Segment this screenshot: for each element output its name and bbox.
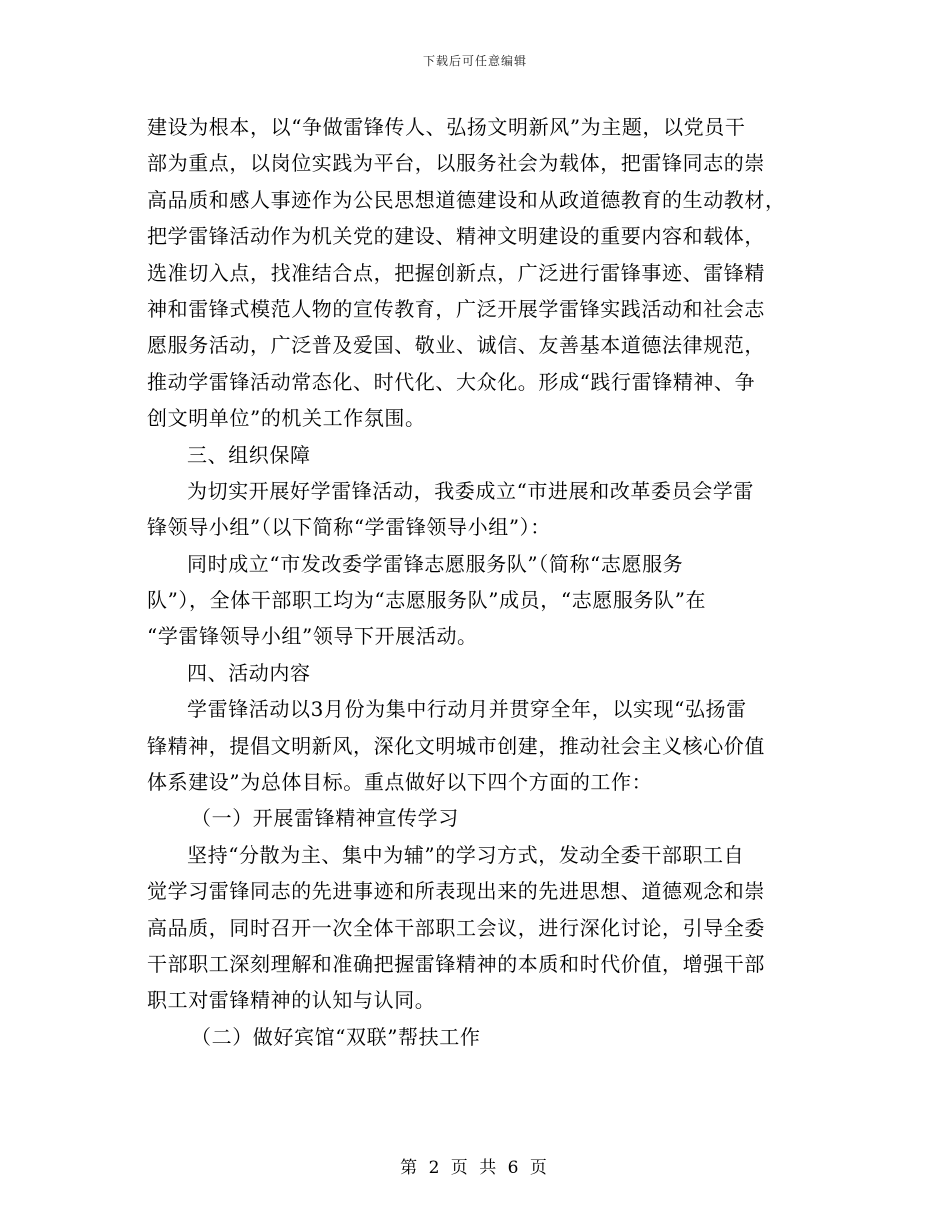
text-line: 高品质和感人事迹作为公民思想道德建设和从政道德教育的生动教材，	[147, 187, 786, 212]
text-line: 同时成立“市发改委学雷锋志愿服务队”（简称“志愿服务	[187, 551, 684, 576]
text-line: 坚持“分散为主、集中为辅”的学习方式，发动全委干部职工自	[187, 842, 745, 867]
text-line: 部为重点，以岗位实践为平台，以服务社会为载体，把雷锋同志的崇	[147, 151, 765, 176]
text-line: 觉学习雷锋同志的先进事迹和所表现出来的先进思想、道德观念和崇	[147, 879, 765, 904]
text-line: 锋领导小组”（以下简称“学雷锋领导小组”）：	[147, 515, 551, 540]
text-line: 职工对雷锋精神的认知与认同。	[147, 988, 436, 1013]
text-line: 建设为根本，以“争做雷锋传人、弘扬文明新风”为主题，以党员干	[147, 115, 746, 139]
text-line: 三、组织保障	[187, 442, 311, 467]
text-line: 选准切入点，找准结合点，把握创新点，广泛进行雷锋事迹、雷锋精	[147, 260, 765, 285]
text-line: 把学雷锋活动作为机关党的建设、精神文明建设的重要内容和载体，	[147, 224, 765, 249]
text-line: （二）做好宾馆“双联”帮扶工作	[191, 1024, 481, 1049]
text-line: 为切实开展好学雷锋活动，我委成立“市进展和改革委员会学雷	[187, 478, 755, 503]
text-line: 学雷锋活动以3月份为集中行动月并贯穿全年，以实现“弘扬雷	[187, 697, 747, 722]
text-line: 神和雷锋式模范人物的宣传教育，广泛开展学雷锋实践活动和社会志	[147, 296, 765, 321]
text-line: （一）开展雷锋精神宣传学习	[191, 806, 459, 831]
document-body	[147, 109, 807, 1055]
text-line: 队”），全体干部职工均为“志愿服务队”成员，“志愿服务队”在	[147, 588, 707, 613]
text-line: 高品质，同时召开一次全体干部职工会议，进行深化讨论，引导全委	[147, 915, 765, 940]
text-line: 推动学雷锋活动常态化、时代化、大众化。形成“践行雷锋精神、争	[147, 369, 756, 394]
text-line: 锋精神，提倡文明新风，深化文明城市创建，推动社会主义核心价值	[147, 733, 765, 758]
text-line: 四、活动内容	[187, 660, 311, 685]
text-line: 干部职工深刻理解和准确把握雷锋精神的本质和时代价值，增强干部	[147, 951, 765, 976]
text-line: 创文明单位”的机关工作氛围。	[147, 406, 426, 431]
text-line: 体系建设”为总体目标。重点做好以下四个方面的工作：	[147, 770, 653, 795]
page-header: 下载后可任意编辑	[422, 54, 527, 68]
text-line: “学雷锋领导小组”领导下开展活动。	[147, 624, 478, 649]
text-line: 愿服务活动，广泛普及爱国、敬业、诚信、友善基本道德法律规范，	[147, 333, 765, 358]
page-footer: 第 2 页 共 6 页	[400, 1158, 550, 1178]
